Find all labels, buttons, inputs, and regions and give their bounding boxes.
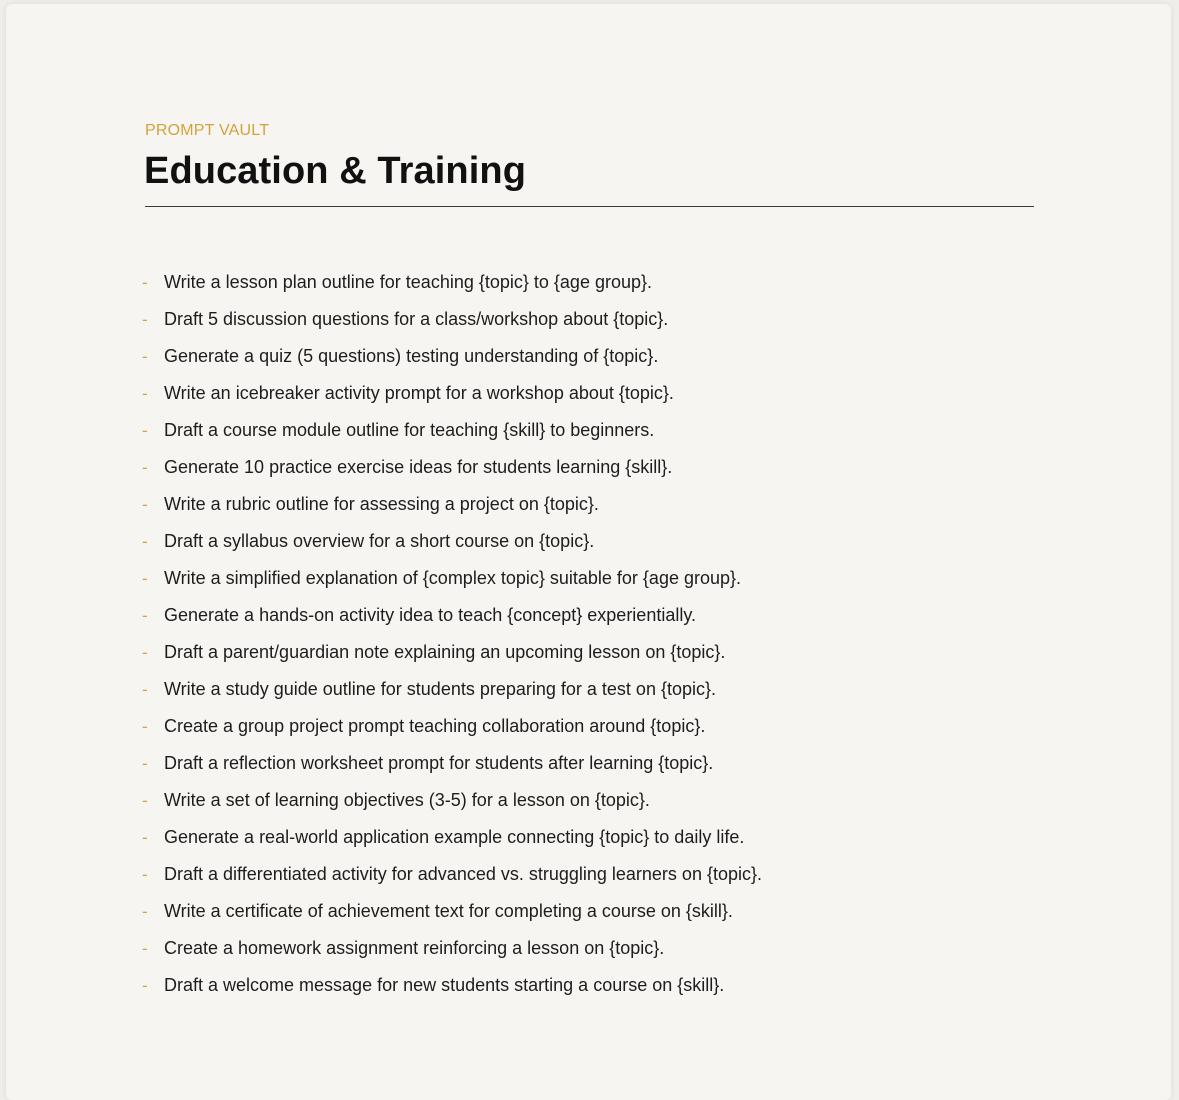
list-item (142, 564, 762, 601)
bullet-dash-icon: - (142, 643, 148, 662)
bullet-dash-icon: - (142, 384, 148, 403)
prompt-text: Create a group project prompt teaching collaboration around {topic}. (164, 716, 706, 736)
prompt-text: Create a homework assignment reinforcing a lesson on {topic}. (164, 938, 665, 958)
prompt-text: Generate a real-world application example connecting {topic} to daily life. (164, 827, 745, 847)
prompt-text: Write a simplified explanation of {complex topic} suitable for {age group}. (164, 568, 742, 588)
section-eyebrow: PROMPT VAULT (145, 122, 270, 139)
list-item (142, 971, 762, 1008)
bullet-dash-icon: - (142, 717, 148, 736)
document-page (6, 4, 1171, 1100)
list-item (142, 897, 762, 934)
prompt-list (142, 268, 762, 1008)
bullet-dash-icon: - (142, 458, 148, 477)
bullet-dash-icon: - (142, 273, 148, 292)
list-item (142, 638, 762, 675)
prompt-text: Write a lesson plan outline for teaching {topic} to {age group}. (164, 272, 653, 292)
bullet-dash-icon: - (142, 495, 148, 514)
bullet-dash-icon: - (142, 606, 148, 625)
bullet-dash-icon: - (142, 421, 148, 440)
list-item (142, 749, 762, 786)
prompt-text: Write a study guide outline for students preparing for a test on {topic}. (164, 679, 716, 699)
prompt-text: Generate a hands-on activity idea to teach {concept} experientially. (164, 605, 697, 625)
bullet-dash-icon: - (142, 828, 148, 847)
bullet-dash-icon: - (142, 902, 148, 921)
bullet-dash-icon: - (142, 865, 148, 884)
list-item (142, 490, 762, 527)
prompt-text: Draft a welcome message for new students starting a course on {skill}. (164, 975, 725, 995)
bullet-dash-icon: - (142, 680, 148, 699)
prompt-text: Generate 10 practice exercise ideas for students learning {skill}. (164, 457, 673, 477)
bullet-dash-icon: - (142, 347, 148, 366)
prompt-text: Write an icebreaker activity prompt for a workshop about {topic}. (164, 383, 674, 403)
bullet-dash-icon: - (142, 976, 148, 995)
list-item (142, 416, 762, 453)
list-item (142, 305, 762, 342)
list-item (142, 786, 762, 823)
bullet-dash-icon: - (142, 754, 148, 773)
prompt-text: Draft a course module outline for teaching {skill} to beginners. (164, 420, 655, 440)
prompt-text: Draft a syllabus overview for a short course on {topic}. (164, 531, 595, 551)
list-item (142, 934, 762, 971)
list-item (142, 268, 762, 305)
prompt-text: Generate a quiz (5 questions) testing understanding of {topic}. (164, 346, 659, 366)
bullet-dash-icon: - (142, 532, 148, 551)
list-item (142, 823, 762, 860)
prompt-text: Draft a reflection worksheet prompt for students after learning {topic}. (164, 753, 714, 773)
list-item (142, 601, 762, 638)
page-title: Education & Training (144, 150, 527, 192)
prompt-text: Write a certificate of achievement text for completing a course on {skill}. (164, 901, 733, 921)
prompt-text: Draft 5 discussion questions for a class/workshop about {topic}. (164, 309, 669, 329)
list-item (142, 527, 762, 564)
list-item (142, 860, 762, 897)
prompt-text: Draft a parent/guardian note explaining an upcoming lesson on {topic}. (164, 642, 726, 662)
list-item (142, 453, 762, 490)
prompt-text: Write a rubric outline for assessing a project on {topic}. (164, 494, 599, 514)
list-item (142, 675, 762, 712)
prompt-text: Draft a differentiated activity for advanced vs. struggling learners on {topic}. (164, 864, 762, 884)
title-divider (145, 206, 1034, 207)
bullet-dash-icon: - (142, 939, 148, 958)
list-item (142, 712, 762, 749)
list-item (142, 342, 762, 379)
bullet-dash-icon: - (142, 310, 148, 329)
prompt-text: Write a set of learning objectives (3-5) for a lesson on {topic}. (164, 790, 650, 810)
bullet-dash-icon: - (142, 791, 148, 810)
bullet-dash-icon: - (142, 569, 148, 588)
list-item (142, 379, 762, 416)
